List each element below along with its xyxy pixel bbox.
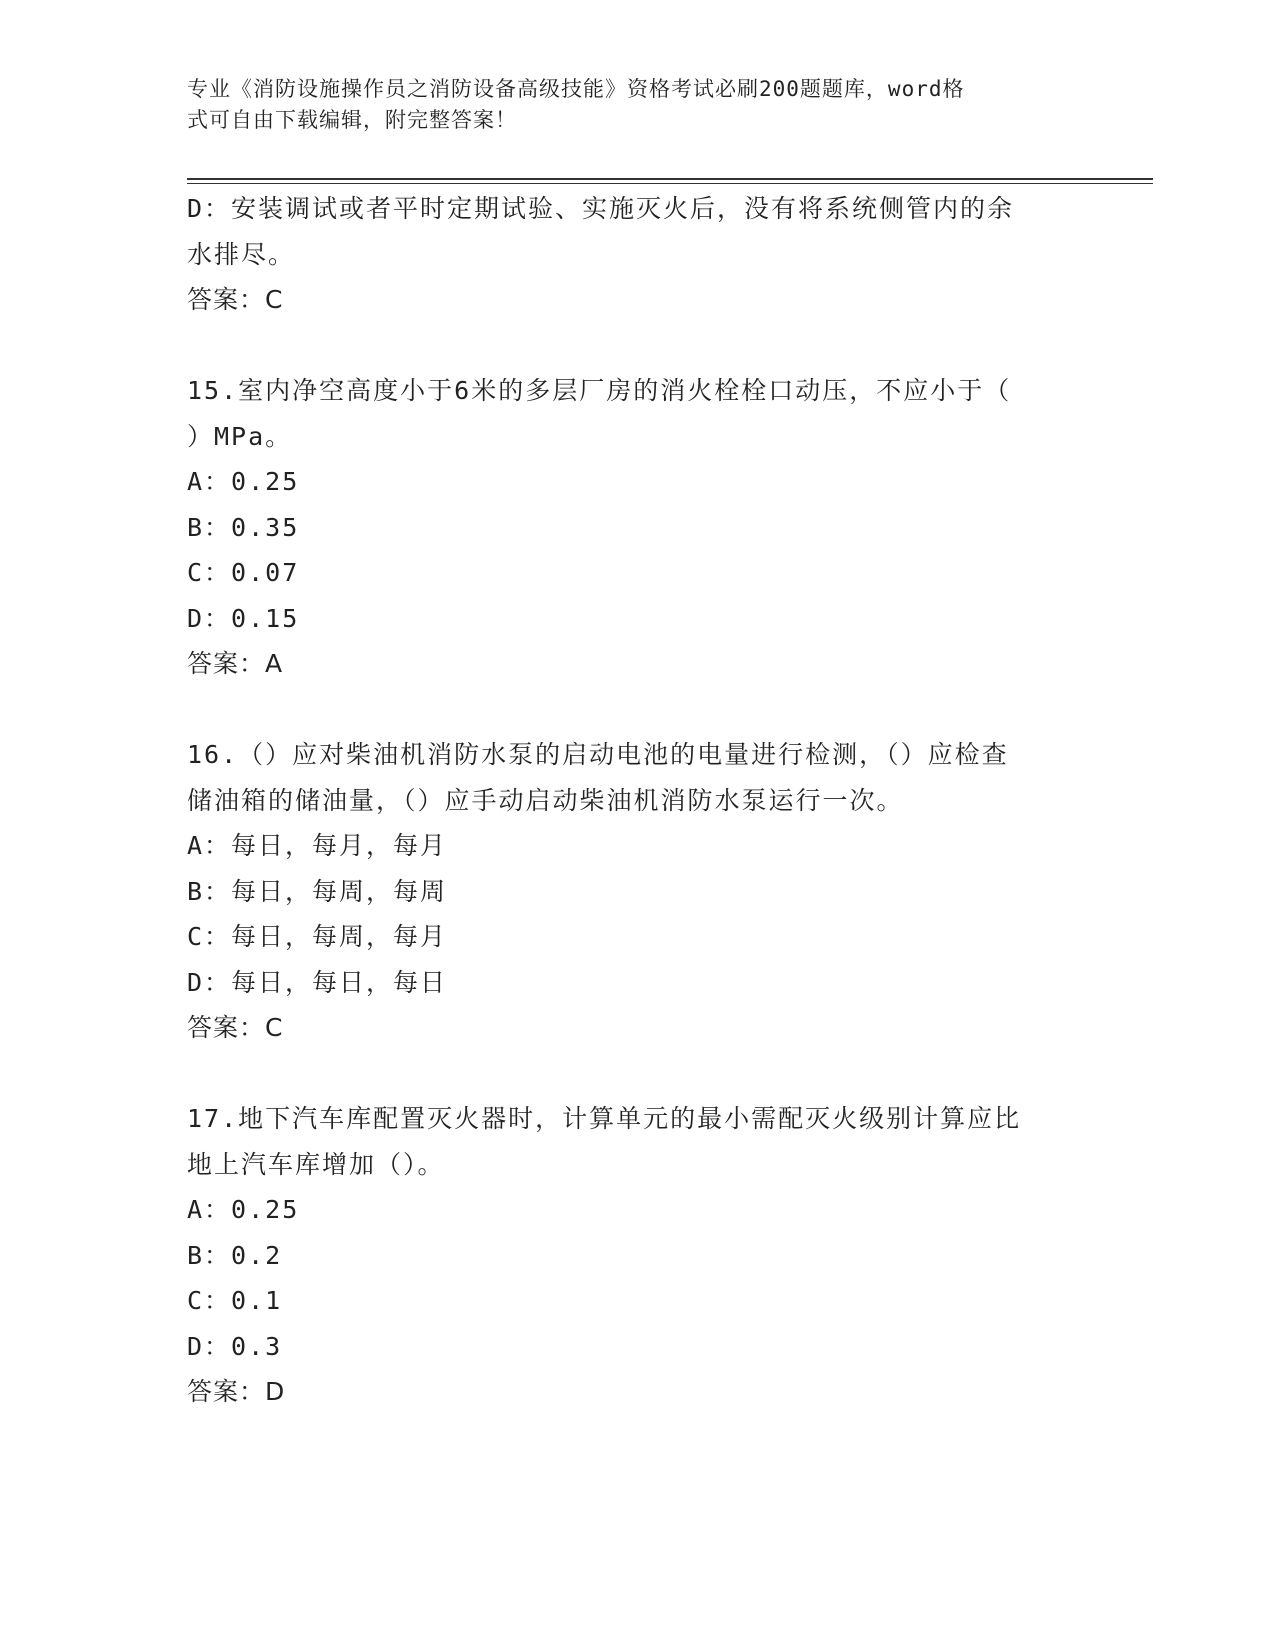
option-a: A：每日，每月，每月 — [187, 831, 448, 860]
option-a: A：0.25 — [187, 1195, 300, 1224]
option-a: A：0.25 — [187, 467, 300, 496]
header-divider-thin — [187, 183, 1153, 184]
option-c: C：0.07 — [187, 558, 300, 587]
header-line-1: 专业《消防设施操作员之消防设备高级技能》资格考试必刷200题题库，word格 — [187, 77, 965, 101]
question-stem-line-1: 15.室内净空高度小于6米的多层厂房的消火栓栓口动压，不应小于（ — [187, 376, 1012, 405]
question-stem-line-2: ）MPa。 — [187, 421, 293, 451]
question-stem-line-2: 地上汽车库增加（）。 — [187, 1149, 445, 1179]
option-d-line-1: D：安装调试或者平时定期试验、实施灭火后，没有将系统侧管内的余 — [187, 194, 1015, 223]
question-stem-line-1: 17.地下汽车库配置灭火器时，计算单元的最小需配灭火级别计算应比 — [187, 1104, 1022, 1133]
spacer — [187, 1051, 1087, 1097]
question-stem-line-1: 16.（）应对柴油机消防水泵的启动电池的电量进行检测，（）应检查 — [187, 740, 1009, 769]
spacer — [187, 687, 1087, 733]
option-c: C：每日，每周，每月 — [187, 922, 448, 951]
option-d: D：每日，每日，每日 — [187, 967, 448, 997]
option-c: C：0.1 — [187, 1286, 283, 1315]
answer-line: 答案：C — [187, 1013, 284, 1042]
question-17 — [187, 1096, 1087, 1415]
header-divider-thick — [187, 178, 1153, 180]
answer-line: 答案：D — [187, 1377, 286, 1406]
option-b: B：0.2 — [187, 1240, 283, 1270]
option-d: D：0.15 — [187, 603, 300, 633]
question-stem-line-2: 储油箱的储油量，（）应手动启动柴油机消防水泵运行一次。 — [187, 785, 904, 815]
header-line-2: 式可自由下载编辑，附完整答案！ — [187, 108, 517, 132]
question-16 — [187, 732, 1087, 1051]
option-d: D：0.3 — [187, 1331, 283, 1361]
option-b: B：0.35 — [187, 512, 300, 542]
option-d-line-2: 水排尽。 — [187, 239, 296, 269]
answer-line: 答案：A — [187, 649, 284, 678]
question-15 — [187, 368, 1087, 687]
previous-question-tail — [187, 186, 1087, 323]
document-header — [187, 74, 1067, 136]
answer-line: 答案：C — [187, 285, 284, 314]
spacer — [187, 323, 1087, 369]
option-b: B：每日，每周，每周 — [187, 876, 448, 906]
document-body — [187, 186, 1087, 1415]
